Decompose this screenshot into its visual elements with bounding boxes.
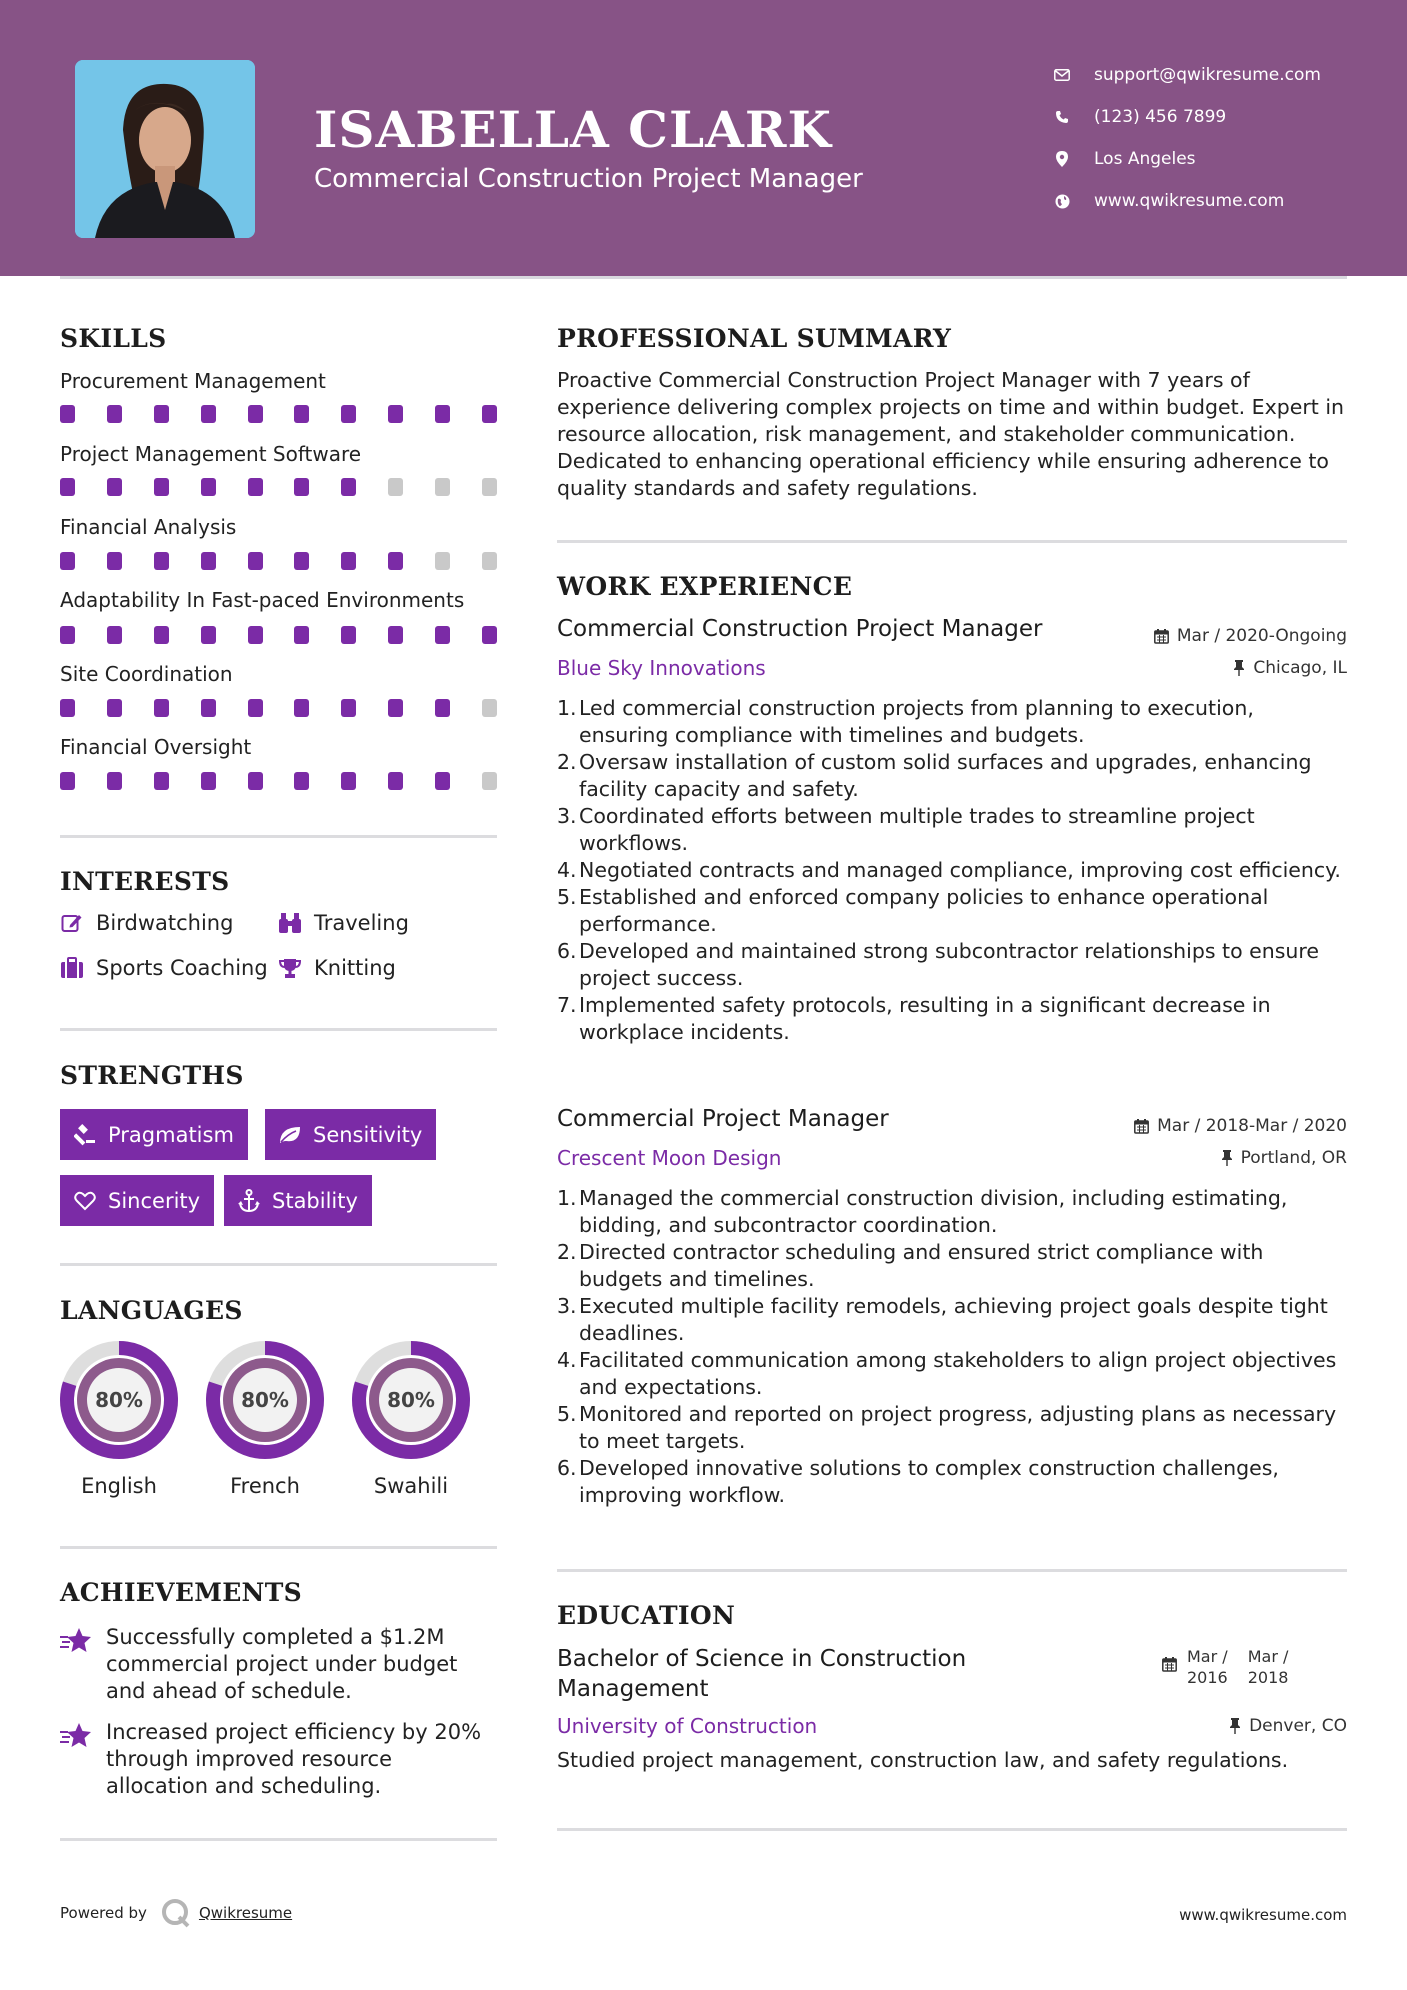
education-start: Mar / 2016 (1187, 1647, 1228, 1687)
rating-dot-filled (248, 405, 263, 423)
language-percent: 80% (387, 1388, 435, 1412)
section-divider (60, 1546, 497, 1549)
language-percent: 80% (241, 1388, 289, 1412)
strength-tag (224, 1175, 372, 1226)
rating-dot-filled (60, 699, 75, 717)
rating-dot-filled (341, 626, 356, 644)
rating-dot-empty (482, 552, 497, 570)
job-title: Commercial Project Manager (557, 1106, 889, 1132)
rating-dot-filled (154, 478, 169, 496)
rating-dot-filled (107, 772, 122, 790)
pushpin-icon (1221, 1150, 1233, 1166)
binoculars-icon (278, 911, 302, 935)
skill-label: Financial Oversight (60, 735, 252, 759)
rating-dot-filled (294, 626, 309, 644)
skill-rating (60, 699, 497, 717)
rating-dot-filled (482, 405, 497, 423)
bullet-text: Developed innovative solutions to complex construction challenges, improving workflow. (579, 1456, 1279, 1507)
bullet-item: 2. Directed contractor scheduling and ensured strict compliance with budgets and timelines. (557, 1239, 1347, 1293)
contact-location-text: Los Angeles (1094, 149, 1196, 169)
interest-item (278, 911, 409, 935)
section-divider (60, 1838, 497, 1841)
skill-label: Adaptability In Fast-paced Environments (60, 588, 465, 612)
bullet-text: Monitored and reported on project progress, adjusting plans as necessary to meet targets. (579, 1402, 1337, 1453)
profile-photo (75, 60, 255, 238)
rating-dot-filled (388, 405, 403, 423)
skills-heading: SKILLS (60, 324, 167, 353)
bullet-text: Facilitated communication among stakeholders to align project objectives and expectations. (579, 1348, 1337, 1399)
contact-website-text: www.qwikresume.com (1094, 191, 1285, 211)
company-name: Blue Sky Innovations (557, 656, 766, 680)
rating-dot-filled (107, 552, 122, 570)
qwikresume-logo-icon (161, 1898, 191, 1928)
phone-icon (1050, 110, 1074, 124)
pencil-square-icon (60, 911, 84, 935)
rating-dot-filled (341, 405, 356, 423)
rating-dot-filled (60, 772, 75, 790)
language-name: French (230, 1474, 300, 1498)
language-percent: 80% (95, 1388, 143, 1412)
job-title: Commercial Construction Project Manager (557, 616, 1043, 642)
summary-heading: PROFESSIONAL SUMMARY (557, 324, 952, 353)
skill-label: Financial Analysis (60, 515, 237, 539)
bullet-item: 5. Monitored and reported on project progress, adjusting plans as necessary to meet targets. (557, 1401, 1347, 1455)
bullet-item: 3. Coordinated efforts between multiple trades to streamline project workflows. (557, 803, 1347, 857)
header-divider (60, 276, 1347, 279)
contact-list (1050, 54, 1321, 222)
contact-website[interactable] (1050, 180, 1321, 222)
contact-email[interactable] (1050, 54, 1321, 96)
bullet-item: 4. Facilitated communication among stakeholders to align project objectives and expectations. (557, 1347, 1347, 1401)
job-location (1221, 1148, 1347, 1168)
experience-heading: WORK EXPERIENCE (557, 572, 853, 601)
achievement-item (60, 1719, 500, 1800)
language-item (59, 1340, 179, 1498)
header (0, 0, 1407, 276)
strength-label: Pragmatism (108, 1122, 234, 1147)
skill-label: Procurement Management (60, 369, 326, 393)
calendar-icon (1134, 1119, 1149, 1134)
rating-dot-empty (435, 478, 450, 496)
language-item (205, 1340, 325, 1498)
rating-dot-empty (482, 699, 497, 717)
skill-rating (60, 478, 497, 496)
contact-phone[interactable] (1050, 96, 1321, 138)
rating-dot-filled (107, 478, 122, 496)
job-date (1134, 1116, 1347, 1136)
bullet-text: Managed the commercial construction division, including estimating, bidding, and subcontractor coordination. (579, 1186, 1288, 1237)
rating-dot-filled (248, 699, 263, 717)
rating-dot-filled (154, 699, 169, 717)
achievement-text: Successfully completed a $1.2M commercial project under budget and ahead of schedule. (106, 1625, 458, 1703)
rating-dot-filled (294, 772, 309, 790)
footer-powered-by (60, 1898, 292, 1928)
bullet-text: Directed contractor scheduling and ensured strict compliance with budgets and timelines. (579, 1240, 1264, 1291)
rating-dot-filled (248, 626, 263, 644)
job-bullets (557, 695, 1347, 1046)
envelope-icon (1050, 69, 1074, 81)
section-divider (60, 1028, 497, 1031)
skill-label: Site Coordination (60, 662, 233, 686)
rating-dot-filled (201, 478, 216, 496)
job-date-text: Mar / 2020-Ongoing (1176, 626, 1347, 646)
rating-dot-filled (107, 699, 122, 717)
rating-dot-filled (435, 626, 450, 644)
section-divider (557, 1569, 1347, 1572)
rating-dot-filled (341, 772, 356, 790)
rating-dot-filled (154, 405, 169, 423)
strength-label: Sensitivity (313, 1122, 423, 1147)
bullet-item: 2. Oversaw installation of custom solid surfaces and upgrades, enhancing facility capacity and safety. (557, 749, 1347, 803)
rating-dot-filled (294, 478, 309, 496)
education-location (1229, 1716, 1347, 1736)
rating-dot-filled (201, 699, 216, 717)
section-divider (557, 540, 1347, 543)
education-end: Mar / 2018 (1247, 1647, 1289, 1687)
rating-dot-filled (435, 699, 450, 717)
footer-url[interactable]: www.qwikresume.com (1179, 1906, 1347, 1924)
job-date-text: Mar / 2018-Mar / 2020 (1157, 1116, 1347, 1136)
education-date (1162, 1646, 1288, 1688)
job-date (1154, 626, 1347, 646)
rating-dot-filled (294, 405, 309, 423)
strength-tag (60, 1109, 248, 1160)
rating-dot-filled (341, 699, 356, 717)
rating-dot-empty (435, 552, 450, 570)
interests-heading: INTERESTS (60, 867, 230, 896)
rating-dot-filled (60, 478, 75, 496)
skill-rating (60, 405, 497, 423)
company-name: Crescent Moon Design (557, 1146, 782, 1170)
language-ring (59, 1340, 179, 1460)
bullet-text: Negotiated contracts and managed compliance, improving cost efficiency. (579, 858, 1341, 882)
heart-icon (72, 1188, 98, 1214)
section-divider (60, 835, 497, 838)
rating-dot-filled (388, 626, 403, 644)
rating-dot-filled (341, 478, 356, 496)
star-icon (60, 1721, 92, 1753)
powered-by-text: Powered by (60, 1904, 147, 1922)
bullet-item: 6. Developed and maintained strong subcontractor relationships to ensure project success. (557, 938, 1347, 992)
rating-dot-filled (154, 552, 169, 570)
education-description: Studied project management, construction law, and safety regulations. (557, 1748, 1289, 1772)
bullet-text: Led commercial construction projects from planning to execution, ensuring compliance with timelines and budgets. (579, 696, 1254, 747)
rating-dot-filled (201, 405, 216, 423)
rating-dot-filled (60, 626, 75, 644)
bullet-item: 4. Negotiated contracts and managed compliance, improving cost efficiency. (557, 858, 1341, 882)
bullet-text: Implemented safety protocols, resulting in a significant decrease in workplace incidents. (579, 993, 1271, 1044)
rating-dot-filled (482, 626, 497, 644)
bullet-text: Coordinated efforts between multiple trades to streamline project workflows. (579, 804, 1255, 855)
interest-item (278, 956, 396, 980)
rating-dot-filled (201, 626, 216, 644)
rating-dot-filled (154, 772, 169, 790)
job-bullets (557, 1185, 1347, 1509)
globe-icon (1050, 194, 1074, 209)
trophy-icon (278, 956, 302, 980)
bullet-text: Executed multiple facility remodels, achieving project goals despite tight deadlines. (579, 1294, 1328, 1345)
summary-text: Proactive Commercial Construction Project Manager with 7 years of experience delivering complex projects on time and within budget. Expert in resource allocation, risk management, and stakeholder communication. Dedicated to enhancing operational efficiency while ensuring adherence to quality standards and safety regulations. (557, 368, 1345, 500)
rating-dot-filled (435, 772, 450, 790)
bullet-text: Oversaw installation of custom solid surfaces and upgrades, enhancing facility capacity and safety. (579, 750, 1312, 801)
education-heading: EDUCATION (557, 1601, 736, 1630)
calendar-icon (1154, 629, 1169, 644)
rating-dot-empty (482, 478, 497, 496)
bullet-text: Established and enforced company policies to enhance operational performance. (579, 885, 1269, 936)
candidate-role: Commercial Construction Project Manager (314, 164, 863, 194)
pushpin-icon (1229, 1718, 1241, 1734)
gavel-icon (72, 1122, 98, 1148)
candidate-name: ISABELLA CLARK (314, 100, 832, 159)
rating-dot-filled (294, 699, 309, 717)
rating-dot-filled (388, 699, 403, 717)
briefcase-icon (60, 956, 84, 980)
bullet-item: 7. Implemented safety protocols, resulting in a significant decrease in workplace incidents. (557, 992, 1347, 1046)
rating-dot-filled (107, 405, 122, 423)
rating-dot-filled (154, 626, 169, 644)
achievement-text: Increased project efficiency by 20% through improved resource allocation and scheduling. (106, 1720, 482, 1798)
skill-rating (60, 626, 497, 644)
job-location-text: Chicago, IL (1253, 658, 1347, 678)
rating-dot-filled (107, 626, 122, 644)
language-item (351, 1340, 471, 1498)
rating-dot-filled (201, 772, 216, 790)
languages-heading: LANGUAGES (60, 1296, 243, 1325)
rating-dot-filled (248, 478, 263, 496)
contact-location (1050, 138, 1321, 180)
rating-dot-filled (388, 772, 403, 790)
language-name: English (81, 1474, 157, 1498)
rating-dot-filled (435, 405, 450, 423)
achievements-heading: ACHIEVEMENTS (60, 1578, 302, 1607)
degree-title: Bachelor of Science in Construction Management (557, 1646, 967, 1702)
contact-phone-text: (123) 456 7899 (1094, 107, 1227, 127)
job-location-text: Portland, OR (1240, 1148, 1347, 1168)
strengths-heading: STRENGTHS (60, 1061, 244, 1090)
interest-item (60, 956, 268, 980)
strength-label: Stability (272, 1188, 358, 1213)
anchor-icon (236, 1188, 262, 1214)
skill-label: Project Management Software (60, 442, 362, 466)
job-location (1233, 658, 1347, 678)
leaf-icon (277, 1122, 303, 1148)
interest-label: Traveling (314, 911, 409, 935)
interest-label: Birdwatching (96, 911, 234, 935)
bullet-item: 3. Executed multiple facility remodels, achieving project goals despite tight deadlines. (557, 1293, 1347, 1347)
strength-label: Sincerity (108, 1188, 201, 1213)
star-icon (60, 1626, 92, 1658)
bullet-item: 6. Developed innovative solutions to complex construction challenges, improving workflow. (557, 1455, 1347, 1509)
map-marker-icon (1050, 151, 1074, 167)
bullet-item: 1. Led commercial construction projects from planning to execution, ensuring compliance with timelines and budgets. (557, 695, 1347, 749)
brand-link[interactable]: Qwikresume (198, 1904, 293, 1922)
bullet-text: Developed and maintained strong subcontractor relationships to ensure project success. (579, 939, 1320, 990)
interest-label: Knitting (314, 956, 396, 980)
bullet-item: 1. Managed the commercial construction division, including estimating, bidding, and subcontractor coordination. (557, 1185, 1347, 1239)
pushpin-icon (1233, 660, 1245, 676)
rating-dot-filled (388, 552, 403, 570)
skill-rating (60, 552, 497, 570)
rating-dot-empty (482, 772, 497, 790)
strength-tag (60, 1175, 214, 1226)
interest-label: Sports Coaching (96, 956, 268, 980)
rating-dot-filled (248, 772, 263, 790)
achievement-item (60, 1624, 500, 1705)
section-divider (60, 1263, 497, 1266)
rating-dot-empty (388, 478, 403, 496)
strength-tag (265, 1109, 436, 1160)
rating-dot-filled (201, 552, 216, 570)
skill-rating (60, 772, 497, 790)
rating-dot-filled (60, 405, 75, 423)
language-ring (351, 1340, 471, 1460)
education-location-text: Denver, CO (1249, 1716, 1347, 1736)
rating-dot-filled (341, 552, 356, 570)
school-name: University of Construction (557, 1714, 818, 1738)
bullet-item: 5. Established and enforced company policies to enhance operational performance. (557, 884, 1347, 938)
language-ring (205, 1340, 325, 1460)
calendar-icon (1162, 1656, 1177, 1688)
rating-dot-filled (248, 552, 263, 570)
interest-item (60, 911, 233, 935)
rating-dot-filled (294, 552, 309, 570)
section-divider (557, 1828, 1347, 1831)
contact-email-text: support@qwikresume.com (1094, 65, 1321, 85)
language-name: Swahili (373, 1474, 449, 1498)
rating-dot-filled (60, 552, 75, 570)
